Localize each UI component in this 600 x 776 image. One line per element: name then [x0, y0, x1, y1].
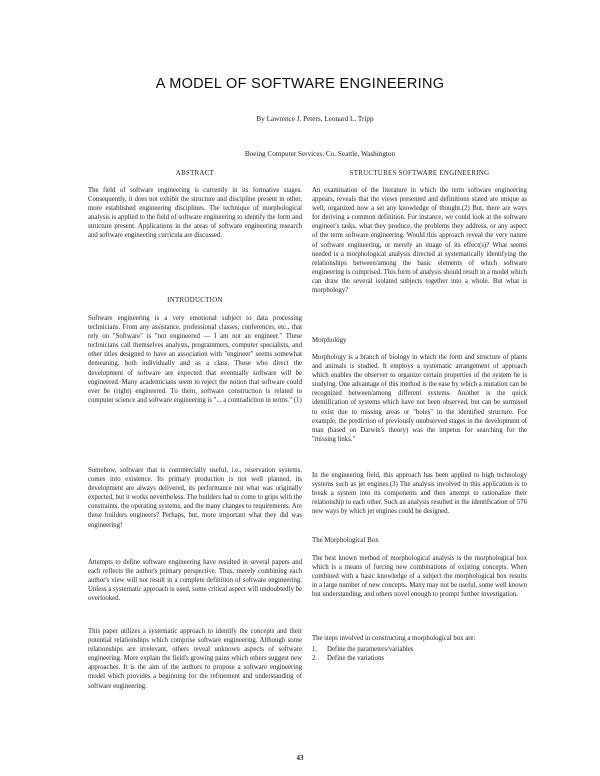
step-number: 1.	[312, 646, 318, 653]
affiliation-line: Boeing Computer Services, Co. Seattle, Washington	[244, 150, 396, 158]
abstract-text	[88, 186, 302, 241]
morphology-paragraph-2: In the engineering field, this approach has been applied to high technology systems such as jet engines.(3) The analysis involved in this application is to break a system into its components and then attempt to rationalize their relationship to each other. Such an analysis resulted in the identification of 576 new ways by which jet engines could be designed.	[312, 472, 527, 516]
morph-box-paragraph-2: The steps involved in constructing a morphological box are:	[312, 635, 476, 642]
intro-block-4	[88, 627, 302, 691]
step-item	[312, 654, 527, 663]
morphology-block-2	[312, 471, 527, 516]
intro-block-2	[88, 466, 302, 530]
morphology-paragraph-1: Morphology is a branch of biology in which the form and structure of plants and animals is studied. It employs a systematic arrangement of approach which enables the observer to organize certain properties of the system he is studying. One advantage of this method is the ease by which a mutation can be recognized between/among different systems. Another is the quick identification of systems which have not been observed, but can be surmised to exist due to missing areas or "holes" in the identified structure. For example, the prediction of previously unobserved stages in the development of man (based on Darwin's theory) was the impetus for searching for the "missing links."	[312, 354, 527, 443]
abstract-paragraph: The field of software engineering is currently in its formative stages. Consequently, it does not exhibit the structure and discipline present in other, more established engineering disciplines. The technique of morphological analysis is applied to the field of software engineering to identify the form and structure present. Applications in the areas of software engineering research and software engineering curricula are discussed.	[88, 187, 302, 240]
structures-paragraph: An examination of the literature in which the term software engineering appears, reveals that the views presented and definitions stated are unique as well, organized now a set any knowledge of thought.(2) But, there are ways for deriving a common definition. For instance, we could look at the software engineer's tasks, what they produce, the problems they address, or any aspect of the term software engineering. Would this approach reveal the very nature of software engineering, or merely an image of its effect(s)? What seems needed is a morphological analysis directed at systematically identifying the relationships between/among the basic elements of which software engineering is comprised. This form of analysis should result in a model which can draw the several isolated subjects together into a whole. But what is morphology?	[312, 187, 527, 295]
paper-title: A MODEL OF SOFTWARE ENGINEERING	[155, 76, 445, 92]
author-line: By Lawrence J. Peters, Leonard L. Tripp	[256, 115, 374, 123]
intro-paragraph-4: This paper utilizes a systematic approach to identify the concepts and their potential relationships which comprise software engineering. Although some relationships are irrelevant, others reveal unknown aspects of software engineering. More explain the field's growing pains which others suggest new approaches. It is the aim of the authors to propose a software engineering model which provides a beginning for the refinement and understanding of software engineering.	[88, 628, 302, 690]
structures-block	[312, 186, 527, 295]
morph-box-steps	[312, 645, 527, 664]
morph-box-block-1	[312, 554, 527, 599]
structures-heading: STRUCTURES SOFTWARE ENGINEERING	[349, 170, 490, 177]
intro-block-3	[88, 558, 302, 603]
page-number: 43	[296, 754, 304, 762]
intro-paragraph-3: Attempts to define software engineering have resulted in several papers and each reflects the author's primary perspective. Thus, merely combining each author's view will not result in a complete definition of software engineering. Unless a systematic approach is used, some critical aspect will undoubtedly be overlooked.	[88, 559, 302, 603]
intro-paragraph-1: Software engineering is a very emotional subject to data processing technicians. From any assistance, professional classes, conferences, etc., that rely on "Software" is "not engineered — I am not an engineer." These technicians call themselves analysts, programmers, computer specialists, and other titles designed to have an association with "engineer" seems somewhat demeaning, both individually and as a class. Those who direct the development of software are expected that eventually software will be engineered. Many academicians seem to reject the notion that software could ever be (right) engineered. To them, software construction is related to computer science and software engineering is "... a contradiction in terms." (1)	[88, 315, 302, 404]
step-item	[312, 645, 527, 654]
morph-box-paragraph-1: The best known method of morphological analysis is the morphological box which is a means of forcing new combinations of existing concepts. When combined with a basic knowledge of a subject the morphological box results in a large number of new concepts. Many may not be useful, some well known but understanding, and others novel enough to prompt further investigation.	[312, 555, 527, 599]
morph-box-heading: The Morphological Box	[312, 537, 379, 544]
introduction-heading: INTRODUCTION	[167, 297, 223, 304]
morphology-heading: Morphology	[312, 337, 347, 344]
step-text: Define the variations	[327, 655, 384, 663]
step-text: Define the parameters/variables	[327, 646, 414, 653]
step-number: 2.	[312, 655, 318, 663]
abstract-heading: ABSTRACT	[175, 170, 215, 177]
morphology-block-1	[312, 353, 527, 444]
intro-paragraph-2: Somehow, software that is commercially useful, i.e., reservation systems, comes into existence. Its primary production is not well planned, its development are always delivered, its performance not what was originally expected, but it works nevertheless. The builders had to come to grips with the constraints, the operating systems, and the many changes to requirements. Are these builders engineers? Perhaps, but, more important what they did was engineering!	[88, 467, 302, 529]
intro-block-1	[88, 314, 302, 405]
morph-box-block-2	[312, 634, 527, 643]
